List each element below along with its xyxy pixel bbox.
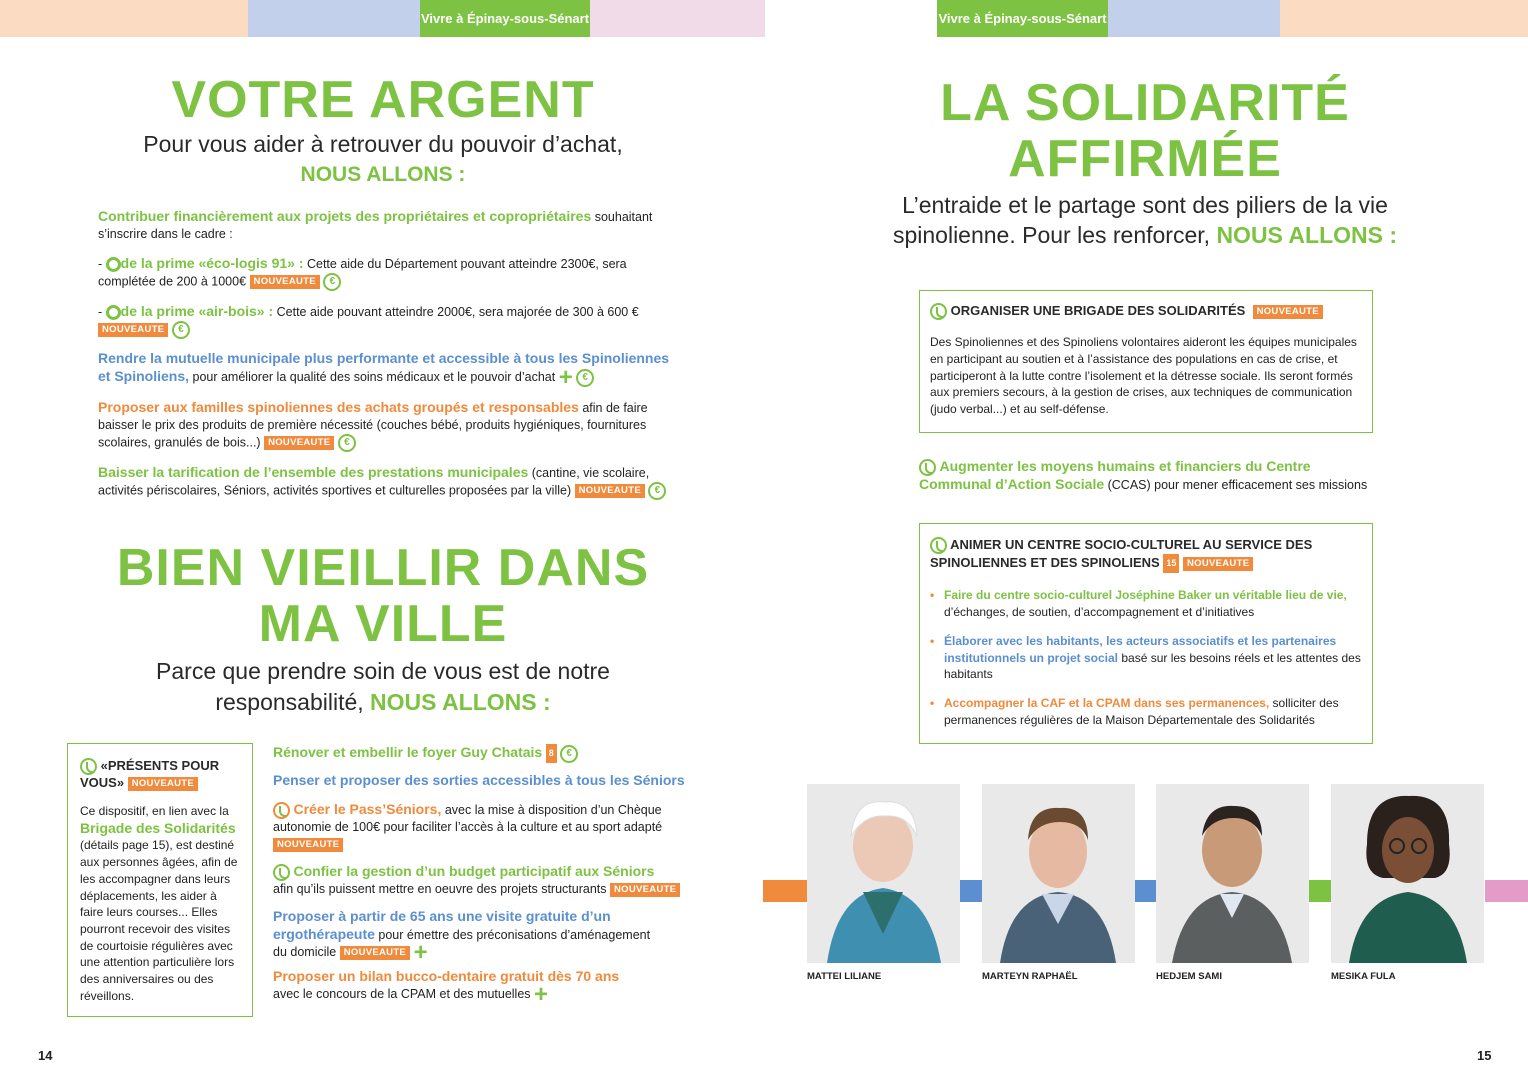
nouveaute-badge: NOUVEAUTE	[273, 838, 343, 852]
section-title-bien-vieillir	[98, 540, 668, 652]
item-text: (CCAS) pour mener efficacement ses missions	[1104, 478, 1368, 493]
box-title	[930, 303, 1362, 320]
nouveaute-badge: NOUVEAUTE	[264, 436, 334, 450]
item-text: d’échanges, de soutien, d’accompagnement et d’initiatives	[944, 604, 1255, 619]
solidarity-icon	[919, 459, 936, 476]
top-strip-pink	[590, 0, 765, 37]
item-air-bois	[98, 303, 668, 339]
item-highlight: Élaborer avec les habitants, les acteurs associatifs et les partenaires institutionnels un projet social	[944, 633, 1337, 665]
item-text: Cette aide du Département pouvant atteindre 2300€, sera complétée de 200 à 1000€	[98, 257, 627, 289]
euro-icon: €	[172, 321, 190, 339]
item-contribuer	[98, 208, 668, 243]
box-body: Des Spinoliennes et des Spinoliens volontaires aideront les équipes municipales en participant au soutien et à l’assistance des populations en cas de crise, et participeront à la lutte contre l’isolement et la détresse sociale. Ils seront formés aux premiers secours, à la gestion de crises, aux techniques de communication (judo verbal...) et au self-défense.	[930, 335, 1357, 417]
item-ergotherapeute	[273, 908, 663, 966]
dash: -	[98, 257, 106, 271]
item-eco-logis	[98, 255, 668, 291]
nouveaute-badge: NOUVEAUTE	[128, 777, 198, 791]
box-text: Ce dispositif, en lien avec la	[80, 804, 229, 819]
item-highlight: Proposer à partir de 65 ans une visite gratuite d’un ergothérapeute	[273, 908, 611, 942]
solidarity-icon	[80, 758, 97, 775]
item-highlight: Rénover et embellir le foyer Guy Chatais	[273, 744, 543, 760]
euro-icon: €	[338, 434, 356, 452]
item-highlight: Proposer aux familles spinoliennes des achats groupés et responsables	[98, 399, 579, 415]
person-name: MATTEI LILIANE	[807, 971, 882, 982]
decor-bar-orange	[763, 880, 808, 902]
top-strip-peach-right	[1280, 0, 1528, 37]
decor-bar-green	[1309, 880, 1331, 902]
box-title-text: «PRÉSENTS POUR VOUS»	[80, 758, 220, 791]
euro-icon: €	[323, 273, 341, 291]
section-title-solidarite	[860, 75, 1430, 187]
item-foyer-guy-chatais	[273, 744, 693, 763]
list-item	[930, 587, 1362, 621]
item-achats-groupes	[98, 399, 668, 452]
nouveaute-badge: NOUVEAUTE	[1183, 557, 1253, 571]
page-ref-badge: 8	[546, 744, 557, 763]
item-highlight: Contribuer financièrement aux projets des propriétaires et copropriétaires	[98, 208, 592, 224]
item-mutuelle	[98, 350, 673, 391]
nous-allons-label: NOUS ALLONS :	[1216, 222, 1398, 248]
page-ref-badge: 15	[1163, 554, 1179, 573]
person-name: HEDJEM SAMI	[1156, 971, 1222, 982]
nouveaute-badge: NOUVEAUTE	[575, 484, 645, 498]
section-title-votre-argent: VOTRE ARGENT	[171, 71, 595, 129]
item-highlight: Augmenter les moyens humains et financiers du Centre Communal d’Action Sociale	[919, 458, 1311, 493]
bullet-list	[930, 587, 1362, 729]
subtitle-line: Parce que prendre soin de vous est de notre	[156, 658, 610, 684]
portrait-illustration	[1156, 784, 1309, 963]
euro-icon: €	[648, 482, 666, 500]
item-highlight: Proposer un bilan bucco-dentaire gratuit dès 70 ans	[273, 968, 620, 984]
presents-pour-vous-box	[67, 743, 253, 1017]
solidarity-icon	[273, 864, 290, 881]
item-highlight: Baisser la tarification de l’ensemble des prestations municipales	[98, 464, 529, 480]
box-title-text: ANIMER UN CENTRE SOCIO-CULTUREL AU SERVICE DES SPINOLIENNES ET DES SPINOLIENS	[930, 537, 1313, 571]
person-name: MARTEYN RAPHAËL	[982, 971, 1078, 982]
portrait-photo	[1331, 784, 1484, 963]
list-item	[930, 695, 1362, 729]
item-text: pour émettre des préconisations d’aménagement du domicile	[273, 928, 651, 959]
plus-icon: +	[534, 980, 549, 1008]
top-strip-lavender-left	[248, 0, 420, 37]
decor-bar-pink	[1485, 880, 1528, 902]
section-subtitle-solidarite	[830, 190, 1460, 250]
box-body	[80, 803, 240, 1004]
leaf-icon	[106, 257, 121, 272]
item-text: Cette aide pouvant atteindre 2000€, sera majorée de 300 à 600 €	[273, 305, 639, 319]
solidarity-icon	[930, 537, 947, 554]
decor-bar-blue-2	[1134, 880, 1156, 902]
portrait-photo	[1156, 784, 1309, 963]
item-text: avec la mise à disposition d’un Chèque autonomie de 100€ pour faciliter l’accès à la culture et au sport adapté	[273, 803, 663, 835]
top-strip-peach-left	[0, 0, 248, 37]
item-text: basé sur les besoins réels et les attentes des habitants	[944, 650, 1361, 682]
subtitle-line: Pour vous aider à retrouver du pouvoir d’achat,	[143, 131, 623, 157]
item-text: pour améliorer la qualité des soins médicaux et le pouvoir d’achat	[189, 370, 556, 384]
nous-allons-label: NOUS ALLONS :	[300, 163, 466, 186]
top-strip-white	[765, 0, 937, 37]
title-line: MA VILLE	[258, 595, 508, 653]
euro-icon: €	[576, 369, 594, 387]
section-subtitle-votre-argent	[98, 130, 668, 189]
brigade-solidarites-box	[919, 290, 1373, 433]
item-text: afin qu’ils puissent mettre en oeuvre des projets structurants	[273, 882, 607, 897]
item-bucco-dentaire	[273, 968, 693, 1008]
item-text: afin de faire baisser le prix des produits de première nécessité (couches bébé, produits hygiéniques, fournitures scolaires, granulés de bois...)	[98, 401, 648, 450]
item-ccas	[919, 458, 1379, 494]
item-budget-participatif	[273, 863, 693, 898]
solidarity-icon	[273, 802, 290, 819]
item-tarification	[98, 464, 673, 500]
box-highlight: Brigade des Solidarités	[80, 819, 236, 836]
portrait-illustration	[1331, 784, 1484, 963]
decor-bar-blue-1	[960, 880, 982, 902]
item-pass-seniors	[273, 801, 673, 853]
nouveaute-badge: NOUVEAUTE	[610, 883, 680, 897]
portrait-illustration	[982, 784, 1135, 963]
plus-icon: +	[558, 363, 573, 391]
nouveaute-badge: NOUVEAUTE	[98, 323, 168, 337]
plus-icon: +	[413, 938, 428, 966]
item-highlight: Faire du centre socio-culturel Joséphine Baker un véritable lieu de vie,	[944, 588, 1347, 603]
person-name: MESIKA FULA	[1331, 971, 1396, 982]
item-highlight: Rendre la mutuelle municipale plus performante et accessible à tous les Spinoliennes et Spinoliens,	[98, 350, 670, 384]
dash: -	[98, 305, 106, 319]
item-highlight: Confier la gestion d’un budget participatif aux Séniors	[293, 863, 655, 879]
item-highlight: Créer le Pass’Séniors,	[293, 801, 442, 817]
header-tab-left: Vivre à Épinay-sous-Sénart	[420, 0, 590, 37]
box-title	[80, 758, 240, 791]
item-highlight: Penser et proposer des sorties accessibles à tous les Séniors	[273, 772, 685, 788]
box-text: (détails page 15), est destiné aux personnes âgées, afin de les accompagner dans leurs déplacements, les aider à faire leurs courses... Elles pourront recevoir des visites de courtoisie régulières avec une attention particulière lors des anniversaires ou des réveillons.	[80, 838, 238, 1003]
box-title-text: ORGANISER UNE BRIGADE DES SOLIDARITÉS	[950, 303, 1246, 318]
centre-socio-culturel-box	[919, 523, 1373, 744]
portrait-photo	[807, 784, 960, 963]
section-subtitle-bien-vieillir	[98, 656, 668, 718]
portrait-photo	[982, 784, 1135, 963]
list-item	[930, 633, 1362, 683]
nous-allons-label: NOUS ALLONS :	[370, 689, 551, 715]
title-line: LA SOLIDARITÉ	[940, 74, 1350, 132]
subtitle-line: responsabilité,	[215, 689, 371, 715]
item-text: solliciter des permanences régulières de la Maison Départementale des Solidarités	[944, 696, 1339, 727]
item-sorties	[273, 772, 703, 790]
header-tab-right: Vivre à Épinay-sous-Sénart	[937, 0, 1108, 37]
item-highlight: de la prime «éco-logis 91» :	[120, 255, 304, 271]
item-highlight: Accompagner la CAF et la CPAM dans ses permanences,	[944, 696, 1270, 711]
item-highlight: de la prime «air-bois» :	[120, 303, 274, 319]
subtitle-line: spinolienne. Pour les renforcer,	[892, 222, 1217, 248]
item-text: (cantine, vie scolaire, activités périscolaires, Séniors, activités sportives et culturelles proposées par la ville)	[98, 466, 650, 498]
item-text: avec le concours de la CPAM et des mutuelles	[273, 987, 531, 1001]
title-line: AFFIRMÉE	[1008, 130, 1282, 188]
subtitle-line: L’entraide et le partage sont des piliers de la vie	[902, 192, 1388, 218]
leaf-icon	[106, 305, 121, 320]
page-number-right: 15	[1477, 1048, 1492, 1063]
item-text: souhaitant s’inscrire dans le cadre :	[98, 210, 653, 241]
nouveaute-badge: NOUVEAUTE	[1253, 305, 1323, 319]
portrait-illustration	[807, 784, 960, 963]
box-title	[930, 536, 1362, 573]
nouveaute-badge: NOUVEAUTE	[250, 275, 320, 289]
top-strip-lavender-right	[1108, 0, 1280, 37]
nouveaute-badge: NOUVEAUTE	[340, 946, 410, 960]
euro-icon: €	[560, 745, 578, 763]
solidarity-icon	[930, 303, 947, 320]
page-number-left: 14	[38, 1048, 53, 1063]
title-line: BIEN VIEILLIR DANS	[116, 539, 650, 597]
